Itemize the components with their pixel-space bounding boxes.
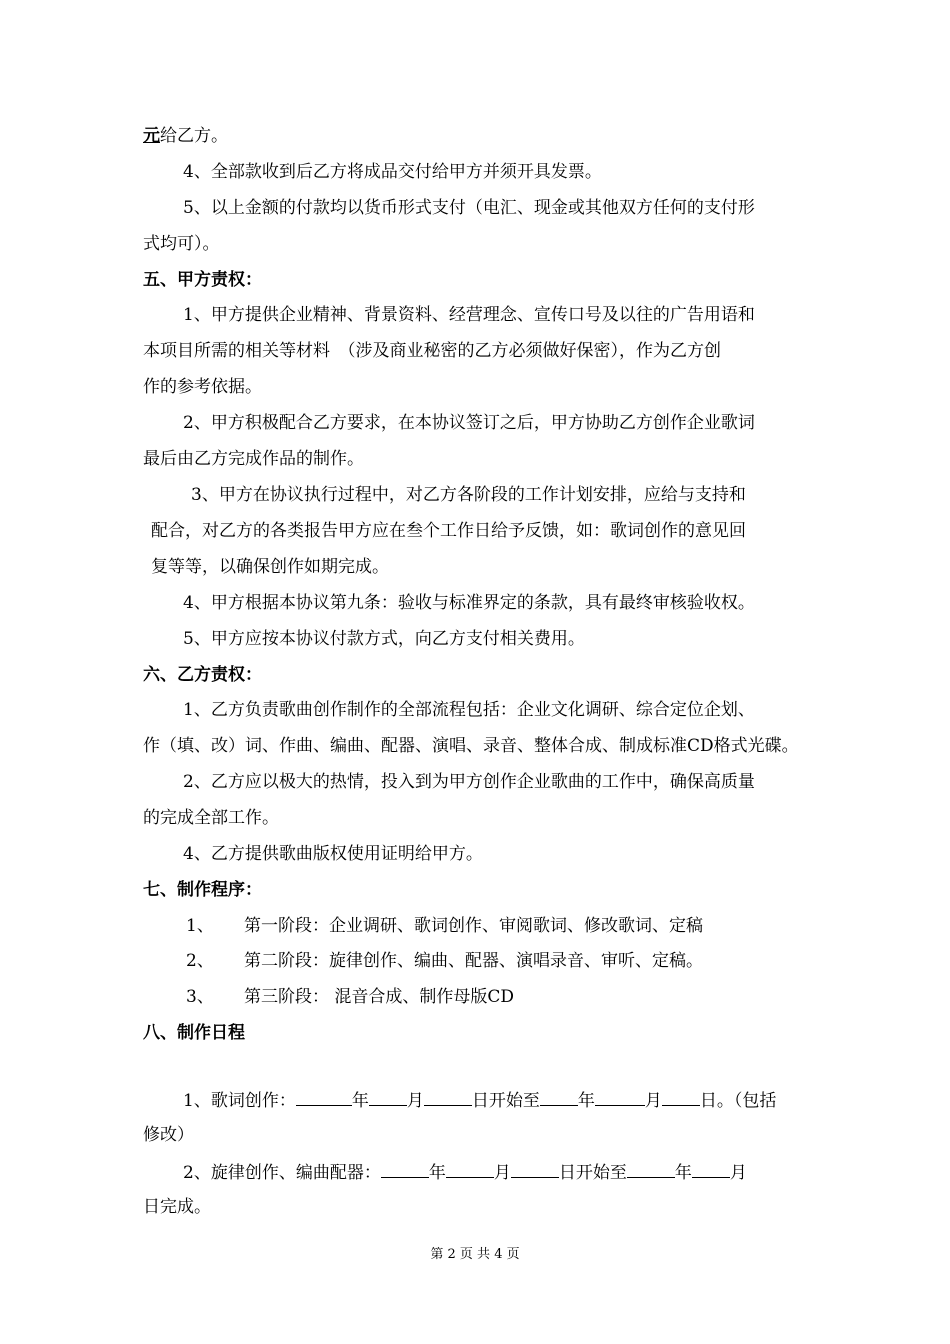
text-line: 4、全部款收到后乙方将成品交付给甲方并须开具发票。 [183, 162, 602, 182]
text-line: 2、乙方应以极大的热情，投入到为甲方创作企业歌曲的工作中，确保高质量 [183, 772, 755, 792]
text-line: 3、甲方在协议执行过程中，对乙方各阶段的工作计划安排，应给与支持和 [191, 485, 746, 505]
year-label: 年 [674, 1163, 692, 1183]
year-label: 年 [428, 1163, 446, 1183]
month-label: 月 [493, 1163, 511, 1183]
page-number-footer: 第 2 页 共 4 页 [430, 1247, 520, 1262]
underlined-amount-word: 元 [143, 126, 160, 146]
year-label: 年 [351, 1091, 369, 1111]
month-label: 月 [406, 1091, 424, 1111]
schedule-label: 1、歌词创作： [183, 1091, 296, 1111]
text-line: 配合，对乙方的各类报告甲方应在叁个工作日给予反馈，如：歌词创作的意见回 [151, 521, 746, 541]
fill-in-blank[interactable] [662, 1087, 700, 1106]
text-line: 的完成全部工作。 [143, 808, 279, 828]
list-item-text: 第二阶段：旋律创作、编曲、配器、演唱录音、审听、定稿。 [244, 951, 703, 971]
schedule-line-melody [183, 1159, 747, 1185]
section-heading-7: 七、制作程序： [143, 880, 262, 900]
schedule-line-lyrics [183, 1087, 776, 1113]
fill-in-blank[interactable] [369, 1087, 407, 1106]
line-text: 给乙方。 [160, 126, 228, 146]
list-item-number: 2、 [186, 951, 214, 971]
month-label: 月 [644, 1091, 662, 1111]
text-line: 4、乙方提供歌曲版权使用证明给甲方。 [183, 844, 483, 864]
list-item-text: 第三阶段： 混音合成、制作母版CD [244, 987, 515, 1007]
day-start-label: 日开始至 [471, 1091, 540, 1111]
month-label: 月 [729, 1163, 747, 1183]
day-start-label: 日开始至 [558, 1163, 627, 1183]
text-line: 作（填、改）词、作曲、编曲、配器、演唱、录音、整体合成、制成标准CD格式光碟。 [143, 736, 799, 756]
list-item-number: 3、 [186, 987, 214, 1007]
text-line: 本项目所需的相关等材料 （涉及商业秘密的乙方必须做好保密），作为乙方创 [143, 341, 721, 361]
text-line: 最后由乙方完成作品的制作。 [143, 449, 364, 469]
fill-in-blank[interactable] [627, 1159, 675, 1178]
fill-in-blank[interactable] [511, 1159, 559, 1178]
text-line: 5、甲方应按本协议付款方式，向乙方支付相关费用。 [183, 629, 585, 649]
fill-in-blank[interactable] [296, 1087, 352, 1106]
list-item-number: 1、 [186, 916, 214, 936]
fill-in-blank[interactable] [424, 1087, 472, 1106]
text-line: 5、以上金额的付款均以货币形式支付（电汇、现金或其他双方任何的支付形 [183, 198, 755, 218]
text-line: 2、甲方积极配合乙方要求，在本协议签订之后，甲方协助乙方创作企业歌词 [183, 413, 755, 433]
text-line [143, 124, 228, 148]
fill-in-blank[interactable] [446, 1159, 494, 1178]
text-line: 日完成。 [143, 1197, 211, 1217]
schedule-label: 2、旋律创作、编曲配器： [183, 1163, 381, 1183]
fill-in-blank[interactable] [381, 1159, 429, 1178]
day-end-label: 日。（包括 [699, 1091, 777, 1111]
text-line: 式均可）。 [143, 234, 220, 254]
text-line: 1、乙方负责歌曲创作制作的全部流程包括：企业文化调研、综合定位企划、 [183, 700, 755, 720]
year-label: 年 [577, 1091, 595, 1111]
fill-in-blank[interactable] [595, 1087, 645, 1106]
text-line: 作的参考依据。 [143, 377, 262, 397]
fill-in-blank[interactable] [692, 1159, 730, 1178]
text-line: 4、甲方根据本协议第九条：验收与标准界定的条款，具有最终审核验收权。 [183, 593, 755, 613]
text-line: 1、甲方提供企业精神、背景资料、经营理念、宣传口号及以往的广告用语和 [183, 305, 755, 325]
fill-in-blank[interactable] [540, 1087, 578, 1106]
text-line: 修改） [143, 1125, 194, 1145]
section-heading-8: 八、制作日程 [143, 1023, 245, 1043]
list-item-text: 第一阶段：企业调研、歌词创作、审阅歌词、修改歌词、定稿 [244, 916, 703, 936]
text-line: 复等等，以确保创作如期完成。 [151, 557, 389, 577]
section-heading-5: 五、甲方责权： [143, 270, 262, 290]
section-heading-6: 六、乙方责权： [143, 665, 262, 685]
